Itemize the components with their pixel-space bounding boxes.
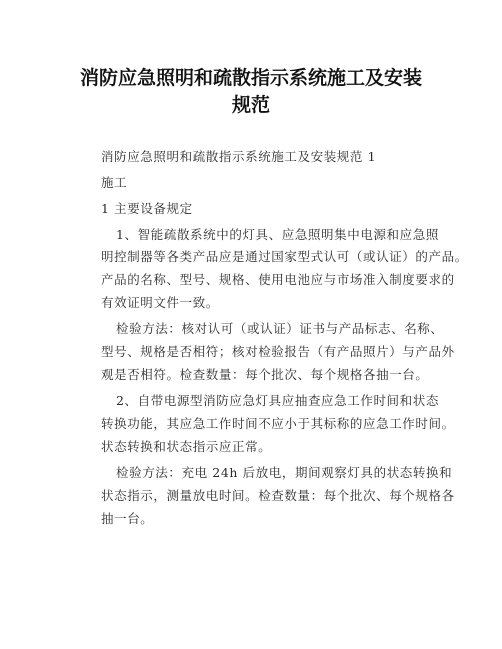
document-title-line-1: 消防应急照明和疏散指示系统施工及安装 (79, 67, 422, 89)
paragraph-line: 1、智能疏散系统中的灯具、应急照明集中电源和应急照 (116, 227, 439, 242)
paragraph-line: 转换功能，其应急工作时间不应小于其标称的应急工作时间。 (101, 416, 455, 431)
paragraph-line: 明控制器等各类产品应是通过国家型式认可（或认证）的产品。 (101, 249, 468, 264)
paragraph-line: 型号、规格是否相符；核对检验报告（有产品照片）与产品外 (101, 344, 455, 359)
paragraph-line: 状态转换和状态指示应正常。 (101, 439, 272, 454)
document-title-line-2: 规范 (231, 94, 270, 116)
paragraph-line: 1 主要设备规定 (101, 201, 193, 216)
paragraph-line: 检验方法：充电 24h 后放电，期间观察灯具的状态转换和 (116, 465, 453, 480)
paragraph-line: 状态指示，测量放电时间。检查数量：每个批次、每个规格各 (101, 488, 455, 503)
paragraph-line: 有效证明文件一致。 (101, 295, 219, 310)
paragraph-line: 2、自带电源型消防应急灯具应抽查应急工作时间和状态 (116, 393, 439, 408)
paragraph-line: 检验方法：核对认可（或认证）证书与产品标志、名称、 (116, 321, 444, 336)
paragraph-line: 抽一台。 (101, 511, 154, 526)
paragraph-line: 观是否相符。检查数量：每个批次、每个规格各抽一台。 (101, 367, 429, 382)
paragraph-line: 消防应急照明和疏散指示系统施工及安装规范 1 (101, 149, 377, 164)
paragraph-line: 产品的名称、型号、规格、使用电池应与市场准入制度要求的 (101, 272, 455, 287)
paragraph-line: 施工 (101, 175, 128, 190)
